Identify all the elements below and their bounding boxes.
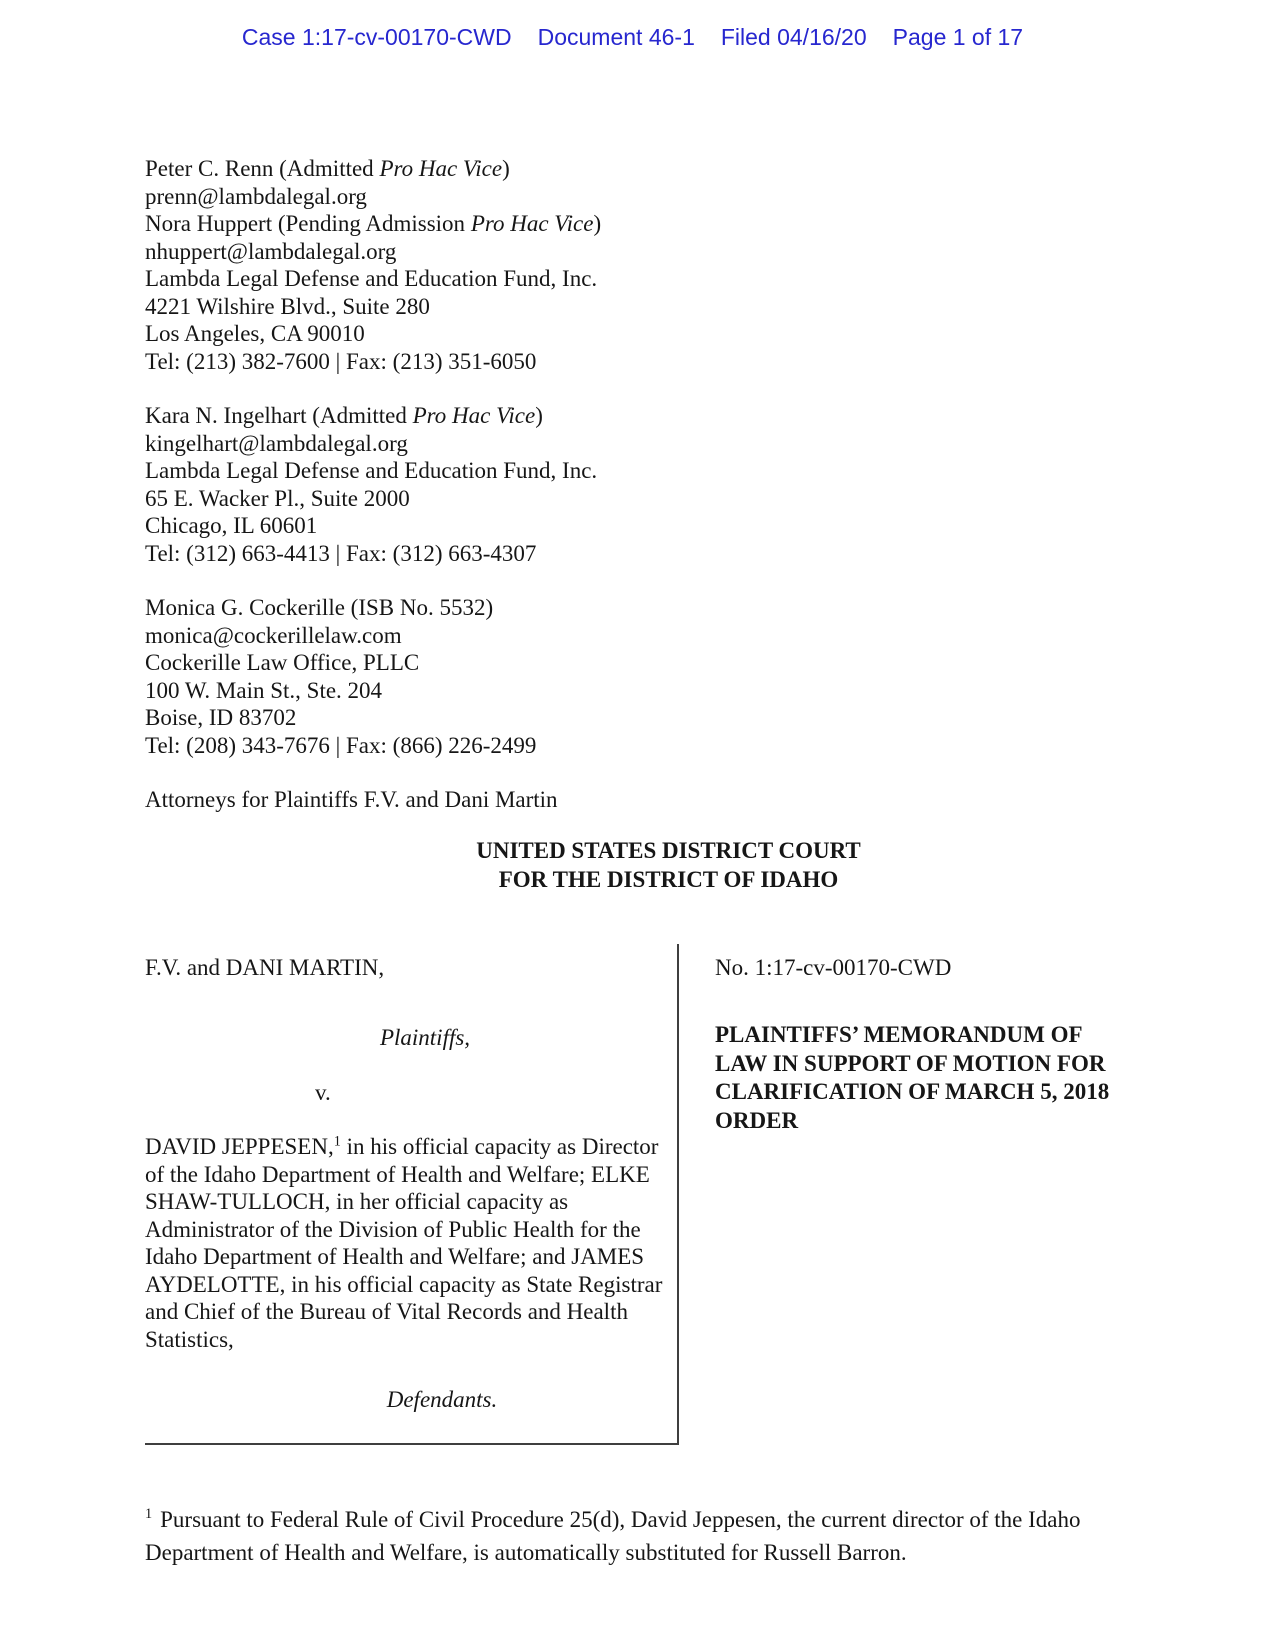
attorney-line: nhuppert@lambdalegal.org [145,238,397,264]
attorney-line: Peter C. Renn (Admitted Pro Hac Vice) [145,156,510,181]
attorney-line: 65 E. Wacker Pl., Suite 2000 [145,485,410,511]
caption-parties-column [145,944,679,1445]
pacer-stamp-segment: Page 1 of 17 [892,24,1024,50]
attorney-contact-blocks [145,155,1192,759]
footnote-ref: 1 [333,1133,341,1150]
attorney-line: Kara N. Ingelhart (Admitted Pro Hac Vice) [145,403,543,428]
court-heading [145,836,1192,894]
case-caption [145,944,1192,1445]
defendants-label: Defendants. [386,1387,498,1412]
attorney-line: 100 W. Main St., Ste. 204 [145,677,383,703]
attorney-line: prenn@lambdalegal.org [145,183,367,209]
attorney-line: kingelhart@lambdalegal.org [145,430,408,456]
footnote-marker: 1 [145,1505,153,1522]
footnote [145,1503,1192,1569]
plaintiffs-label: Plaintiffs, [379,1025,471,1050]
plaintiff-names: F.V. and DANI MARTIN, [145,954,385,980]
attorney-line: Tel: (213) 382-7600 | Fax: (213) 351-6050 [145,348,537,374]
caption-case-info-column [679,944,1192,1445]
pacer-stamp-header [0,24,1265,52]
defendant-names [145,1133,671,1353]
attorney-block [145,402,1192,567]
attorney-line: Tel: (312) 663-4413 | Fax: (312) 663-4307 [145,540,537,566]
attorney-line: Chicago, IL 60601 [145,513,318,538]
court-heading-line2: FOR THE DISTRICT OF IDAHO [498,866,839,892]
attorney-line: monica@cockerillelaw.com [145,622,402,648]
attorney-line: Boise, ID 83702 [145,705,297,730]
defendant-names-pre: DAVID JEPPESEN, [145,1134,334,1159]
attorney-line: Monica G. Cockerille (ISB No. 5532) [145,595,494,620]
document-body [145,155,1192,1569]
attorneys-for-line: Attorneys for Plaintiffs F.V. and Dani Martin [145,787,558,812]
pacer-stamp-segment: Case 1:17-cv-00170-CWD [241,24,512,50]
attorney-block [145,594,1192,759]
court-heading-line1: UNITED STATES DISTRICT COURT [476,837,861,863]
attorney-line: Lambda Legal Defense and Education Fund, Inc. [145,458,598,483]
defendant-names-rest: in his official capacity as Director of the Idaho Department of Health and Welfare; ELKE SHAW-TULLOCH, in her official capacity as Administrator of the Division of Public Health for the Idaho Department of Health and Welfare; and JAMES AYDELOTTE, in his official capacity as State Registrar and Chief of the Bureau of Vital Records and Health Statistics, [145,1134,663,1352]
attorney-line: Los Angeles, CA 90010 [145,321,365,346]
document-title: PLAINTIFFS’ MEMORANDUM OF LAW IN SUPPORT OF MOTION FOR CLARIFICATION OF MARCH 5, 2018 ORDER [715,1022,1110,1133]
attorney-line: Lambda Legal Defense and Education Fund, Inc. [145,266,598,291]
footnote-text: Pursuant to Federal Rule of Civil Procedure 25(d), David Jeppesen, the current director of the Idaho Department of Health and Welfare, is automatically substituted for Russell Barron. [145,1506,1081,1565]
attorney-line: Tel: (208) 343-7676 | Fax: (866) 226-2499 [145,732,537,758]
pacer-stamp-segment: Document 46-1 [537,24,695,50]
pacer-stamp-segment: Filed 04/16/20 [720,24,867,50]
attorney-line: Cockerille Law Office, PLLC [145,650,420,675]
attorney-block [145,155,1192,375]
attorney-line: 4221 Wilshire Blvd., Suite 280 [145,293,430,319]
attorney-line: Nora Huppert (Pending Admission Pro Hac Vice) [145,211,602,236]
versus-line: v. [315,1079,331,1105]
case-number: No. 1:17-cv-00170-CWD [715,954,952,980]
